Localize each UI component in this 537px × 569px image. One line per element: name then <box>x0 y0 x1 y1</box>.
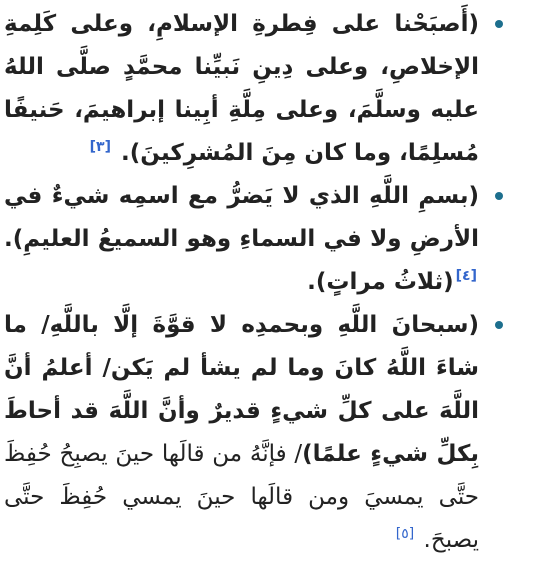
bullet-icon <box>495 321 503 329</box>
dhikr-item-bismillah <box>4 175 479 304</box>
bullet-icon <box>495 20 503 28</box>
repetition-note: (ثلاثُ مراتٍ). <box>307 269 454 295</box>
dhikr-item-morning-fitrah <box>4 3 479 175</box>
dhikr-text: (سبحانَ اللَّهِ وبحمدِه لا قوَّةَ إلَّا باللَّهِ/ ما شاءَ اللَّهُ كانَ وما لم يشأ لم يَكن/ أعلمُ أنَّ اللَّهَ على كلِّ شيءٍ قديرٌ وأنَّ اللَّهَ قد أحاطَ بِكلِّ شيءٍ علمًا) <box>4 312 479 467</box>
dhikr-list <box>4 3 479 562</box>
bullet-icon <box>495 192 503 200</box>
dhikr-item-subhanallah <box>4 304 479 562</box>
reference-link[interactable]: [٥] <box>395 526 415 543</box>
reference-link[interactable]: [٤] <box>455 268 477 285</box>
dhikr-text: (بسمِ اللَّهِ الذي لا يَضرُّ مع اسمِه شيءٌ في الأرضِ ولا في السماءِ وهو السميعُ العليمِ). <box>4 183 479 252</box>
dhikr-text: (أَصبَحْنا على فِطرةِ الإسلامِ، وعلى كَلِمةِ الإخلاصِ، وعلى دِينِ نَبيِّنا محمَّدٍ صلَّى اللهُ عليه وسلَّمَ، وعلى مِلَّةِ أبِينا إبراهيمَ، حَنيفًا مُسلِمًا، وما كان مِنَ المُشرِكينَ). <box>4 11 479 166</box>
reference-link[interactable]: [٣] <box>89 139 111 156</box>
dhikr-virtue-text: / فإنَّهُ من قالَها حينَ يصبِحُ حُفِظَ حتَّى يمسيَ ومن قالَها حينَ يمسي حُفِظَ حتَّى يصبحَ. <box>4 441 479 553</box>
